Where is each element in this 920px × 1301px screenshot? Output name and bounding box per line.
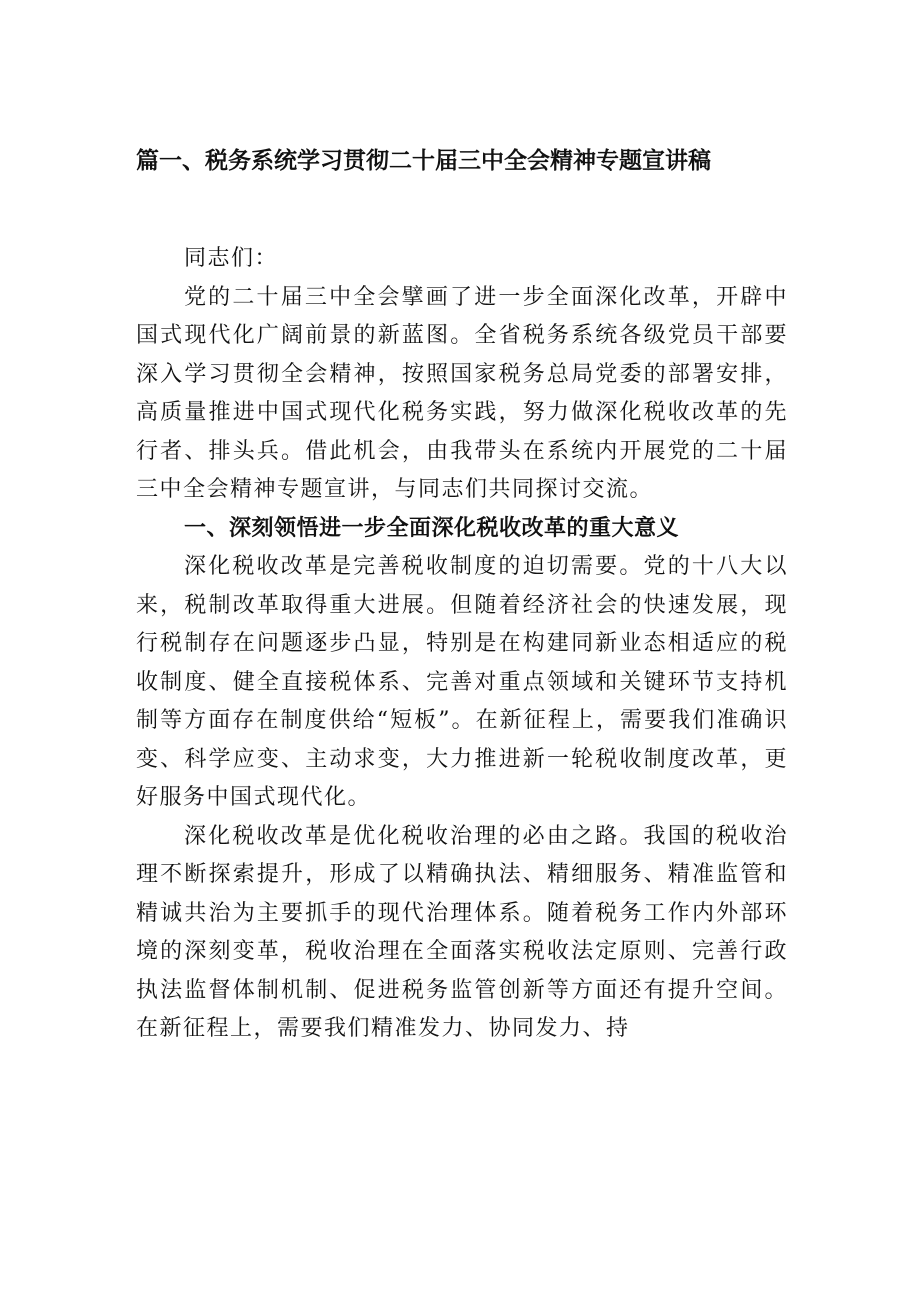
section-paragraph-2: 深化税收改革是优化税收治理的必由之路。我国的税收治理不断探索提升，形成了以精确执法、精细服务、精准监管和精诚共治为主要抓手的现代治理体系。随着税务工作内外部环境的深刻变革，税收治理在全面落实税收法定原则、完善行政执法监督体制机制、促进税务监管创新等方面还有提升空间。在新征程上，需要我们精准发力、协同发力、持 [136, 823, 788, 1041]
section-paragraph-1: 深化税收改革是完善税收制度的迫切需要。党的十八大以来，税制改革取得重大进展。但随着经济社会的快速发展，现行税制存在问题逐步凸显，特别是在构建同新业态相适应的税收制度、健全直接税体系、完善对重点领域和关键环节支持机制等方面存在制度供给“短板”。在新征程上，需要我们准确识变、科学应变、主动求变，大力推进新一轮税收制度改革，更好服务中国式现代化。 [136, 554, 788, 810]
document-title: 篇一、税务系统学习贯彻二十届三中全会精神专题宣讲稿 [136, 148, 711, 174]
document-body [136, 240, 788, 1049]
intro-paragraph: 党的二十届三中全会擘画了进一步全面深化改革，开辟中国式现代化广阔前景的新蓝图。全省税务系统各级党员干部要深入学习贯彻全会精神，按照国家税务总局党委的部署安排，高质量推进中国式现代化税务实践，努力做深化税收改革的先行者、排头兵。借此机会，由我带头在系统内开展党的二十届三中全会精神专题宣讲，与同志们共同探讨交流。 [136, 284, 788, 502]
section-heading: 一、深刻领悟进一步全面深化税收改革的重大意义 [184, 515, 680, 541]
greeting: 同志们： [184, 246, 279, 271]
